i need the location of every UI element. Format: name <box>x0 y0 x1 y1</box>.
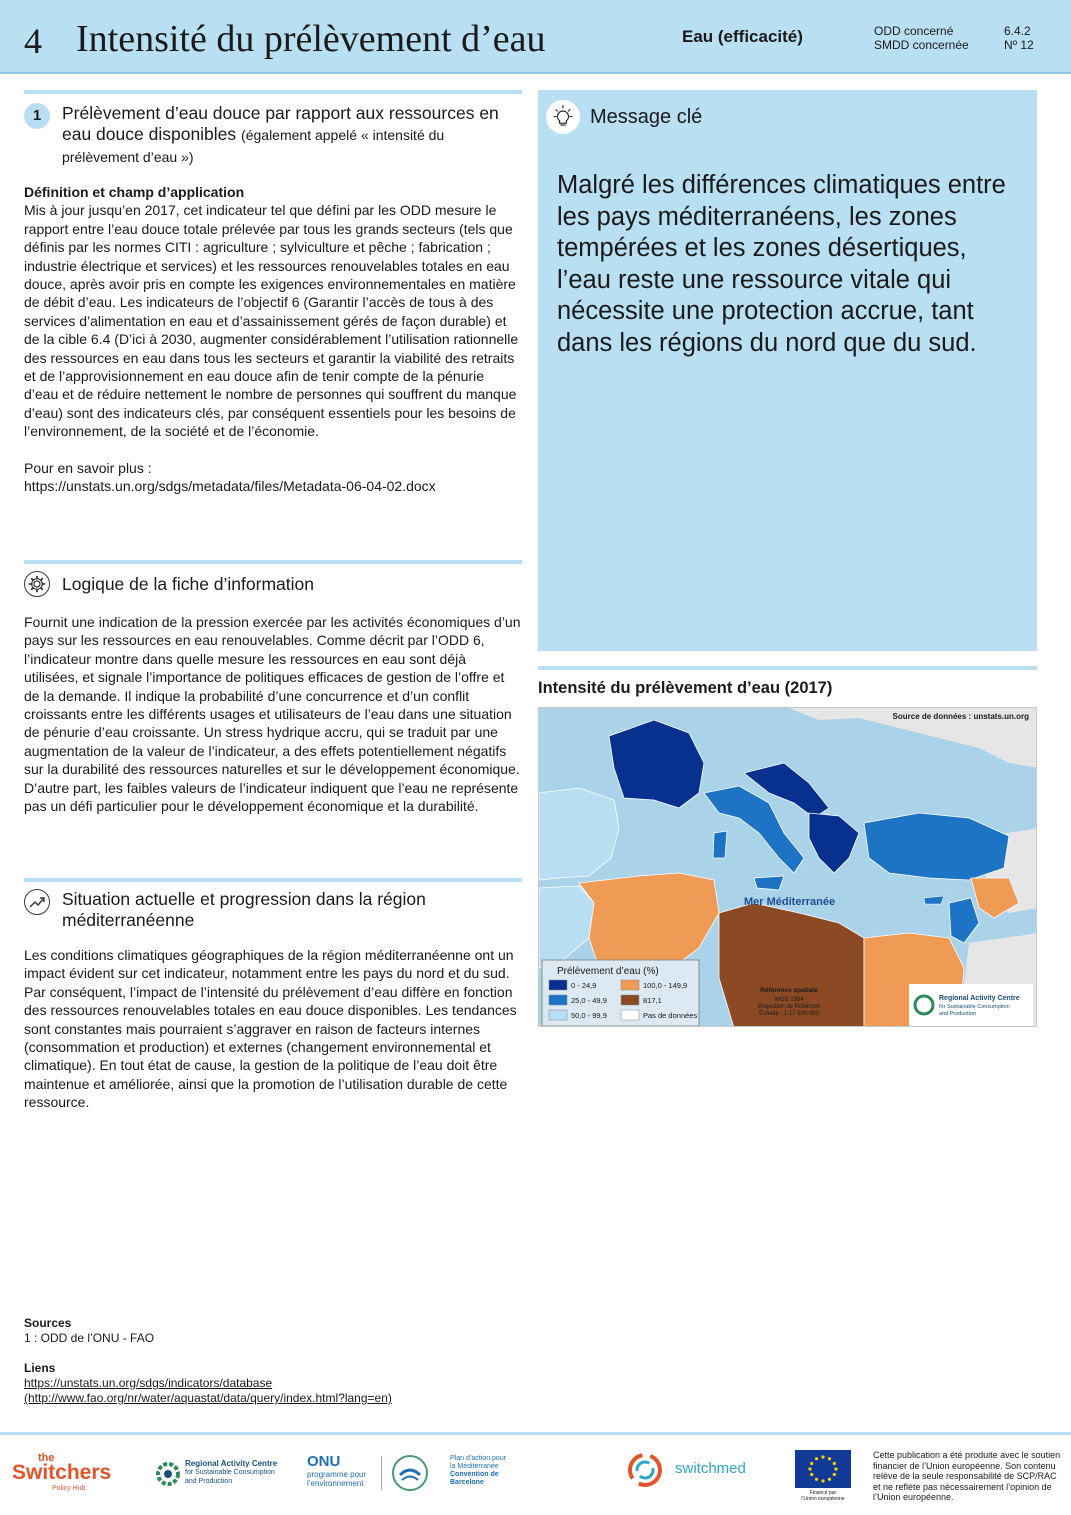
header-banner <box>0 0 1071 74</box>
svg-text:and Production: and Production <box>939 1011 976 1017</box>
section-divider <box>24 560 522 564</box>
map-source: Source de données : unstats.un.org <box>892 712 1029 721</box>
fact-sheet-number: 4 <box>24 21 42 61</box>
metadata-link[interactable]: https://unstats.un.org/sdgs/metadata/files/Metadata-06-04-02.docx <box>24 478 436 495</box>
trend-up-icon <box>24 889 50 915</box>
definition-body: Mis à jour jusqu’en 2017, cet indicateur tel que défini par les ODD mesure le rapport entre l’eau douce totale prélevée par tous les grands secteurs (tels que définis par les normes CITI : agriculture ; sylviculture et pêche ; fabrication ; industrie électrique et services) et les ressources renouvelables totales en eau douce, après avoir pris en compte les exigences environnementales en matière de débit d’eau. Les indicateurs de l’objectif 6 (Garantir l’accès de tous à des services d’alimentation en eau et d’assainissement gérés de façon durable) et de la cible 6.4 (D’ici à 2030, augmenter considérablement l’utilisation rationnelle des ressources en eau dans tous les secteurs et garantir la viabilité des retraits et de l’approvisionnement en eau douce afin de tenir compte de la pénurie d’eau et de réduire nettement le nombre de personnes qui souffrent du manque d’eau) sont des indicateurs clés, par conséquent essentiels pour les besoins de l’environnement, de la société et de l’économie. <box>24 202 519 440</box>
legend-swatch <box>549 1010 567 1020</box>
definition-heading: Définition et champ d’application <box>24 184 245 200</box>
links-heading: Liens <box>24 1361 56 1375</box>
legend-swatch <box>549 980 567 990</box>
sources-line: 1 : ODD de l’ONU - FAO <box>24 1331 155 1345</box>
eu-flag-icon <box>795 1450 851 1488</box>
rac-logo-icon <box>155 1457 181 1491</box>
section-2-title: Logique de la fiche d’information <box>62 574 314 594</box>
smdd-label: SMDD concernée <box>874 38 969 52</box>
theme-label: Eau (efficacité) <box>682 27 803 46</box>
map-barcelona-logo: Plan d’action pour la Méditerranée Convention de Barcelone <box>390 1453 520 1497</box>
sources-heading: Sources <box>24 1316 72 1330</box>
section-number-badge: 1 <box>24 103 50 129</box>
odd-value: 6.4.2 <box>1004 24 1031 38</box>
legend-label: 0 - 24,9 <box>571 981 597 990</box>
switchmed-swirl-icon <box>627 1452 663 1488</box>
ref-line-1: WGS 1984 <box>774 997 804 1003</box>
section-divider <box>538 666 1037 670</box>
rac-logo: Regional Activity Centre for Sustainable Consumption and Production <box>155 1455 290 1495</box>
legend-title: Prélèvement d’eau (%) <box>557 966 659 977</box>
key-message-heading <box>546 100 702 134</box>
region-sicily <box>754 876 784 890</box>
logo-separator <box>381 1456 382 1490</box>
key-message-box <box>538 90 1037 651</box>
svg-text:for Sustainable Consumption: for Sustainable Consumption <box>939 1004 1010 1010</box>
section-3-title: Situation actuelle et progression dans la région méditerranéenne <box>62 889 426 930</box>
ref-title: Référence spatiale <box>760 987 818 994</box>
legend-swatch <box>549 995 567 1005</box>
more-info-label: Pour en savoir plus : <box>24 459 152 476</box>
section-1-title-note: (également appelé « intensité du prélèvement d’eau ») <box>62 127 445 165</box>
page-title: Intensité du prélèvement d’eau <box>76 18 546 60</box>
legend-label: 100,0 - 149,9 <box>643 981 688 990</box>
goal-labels <box>874 24 969 52</box>
definition-block <box>24 183 522 496</box>
legend-label: 25,0 - 49,9 <box>571 996 607 1005</box>
section-divider <box>24 878 522 882</box>
choropleth-map <box>538 707 1037 1027</box>
legend-label: 817,1 <box>643 996 662 1005</box>
unep-logo: ONU programme pour l’environnement <box>307 1453 367 1488</box>
section-2-heading <box>24 571 514 597</box>
legend-swatch <box>621 980 639 990</box>
sources-block <box>24 1316 392 1406</box>
aquastat-link[interactable]: (http://www.fao.org/nr/water/aquastat/data/query/index.html?lang=en) <box>24 1391 392 1405</box>
lightbulb-icon <box>546 100 580 134</box>
rac-logo-map <box>909 984 1033 1026</box>
legend-label: 50,0 - 99,9 <box>571 1011 607 1020</box>
section-3-body: Les conditions climatiques géographiques de la région méditerranéenne ont un impact évident sur cet indicateur, notamment entre les pays du nord et du sud. Par conséquent, l’impact de l’intensité du prélèvement d’eau diffère en fonction des ressources renouvelables totales en eau douce disponibles. Les tendances sont constantes mais pourraient s’aggraver en raison de facteurs internes (consommation et production) et externes (changement environnemental et climatique). En tout état de cause, la gestion de la politique de l’eau doit être maintenue et améliorée, ainsi que la promotion de l’utilisation durable de cette ressource. <box>24 947 517 1111</box>
sea-label: Mer Méditerranée <box>744 896 836 908</box>
database-link[interactable]: https://unstats.un.org/sdgs/indicators/database <box>24 1376 273 1390</box>
switchmed-logo: switchmed <box>627 1452 767 1488</box>
eu-flag-logo: Financé par l’Union européenne <box>793 1450 855 1504</box>
map-legend <box>542 960 699 1026</box>
eu-disclaimer: Cette publication a été produite avec le soutien financier de l’Union européenne. Son contenu relève de la seule responsabilité de SCP/RAC et ne reflète pas nécessairement l’opinion de l’Union européenne. <box>873 1450 1061 1502</box>
region-sardinia <box>713 831 727 858</box>
legend-swatch <box>621 1010 639 1020</box>
mediterranean-action-plan-icon <box>390 1453 430 1493</box>
smdd-value: Nº 12 <box>1004 38 1034 52</box>
key-message-text: Malgré les différences climatiques entre les pays méditerranéens, les zones tempérées et les zones désertiques, l’eau reste une ressource vitale qui nécessite une protection accrue, tant dans les régions du nord que du sud. <box>557 171 1006 357</box>
legend-label: Pas de données <box>643 1011 698 1020</box>
section-divider <box>24 90 522 94</box>
goal-values <box>1004 24 1034 52</box>
section-2-body: Fournit une indication de la pression exercée par les activités économiques d’un pays sur les ressources en eau renouvelables. Comme décrit par l’ODD 6, l’indicateur montre dans quelle mesure les ressources en eau sont déjà utilisées, et signale l’importance de politiques efficaces de gestion de l’offre et de la demande. Il indique la probabilité d’une concurrence et d’un conflit croissants entre les différents usages et utilisateurs de l’eau dans une situation de pénurie d’eau croissante. Un stress hydrique accru, qui se traduit par une augmentation de la valeur de l’indicateur, a des effets potentiellement négatifs sur la durabilité des ressources naturelles et sur le développement économique. D’autre part, les faibles valeurs de l’indicateur indiquent que l’eau ne représente pas un défi particulier pour le développement économique et la durabilité. <box>24 614 521 815</box>
gear-icon <box>24 571 50 597</box>
section-1-heading <box>24 103 514 168</box>
key-message-label: Message clé <box>590 105 703 128</box>
footer-divider <box>0 1432 1071 1435</box>
odd-label: ODD concerné <box>874 24 954 38</box>
ref-line-3: Échelle : 1:17 500 000 <box>759 1011 819 1017</box>
section-1-title <box>62 103 514 168</box>
svg-text:Regional Activity Centre: Regional Activity Centre <box>939 995 1020 1002</box>
map-title: Intensité du prélèvement d’eau (2017) <box>538 679 833 697</box>
legend-swatch <box>621 995 639 1005</box>
section-1-title-main: Prélèvement d’eau douce par rapport aux ressources en eau douce disponibles <box>62 103 499 144</box>
section-3-heading <box>24 889 514 931</box>
ref-line-2: Projection de Robinson <box>757 1004 821 1010</box>
switchers-logo: the Switchers Policy Hub <box>12 1452 112 1492</box>
